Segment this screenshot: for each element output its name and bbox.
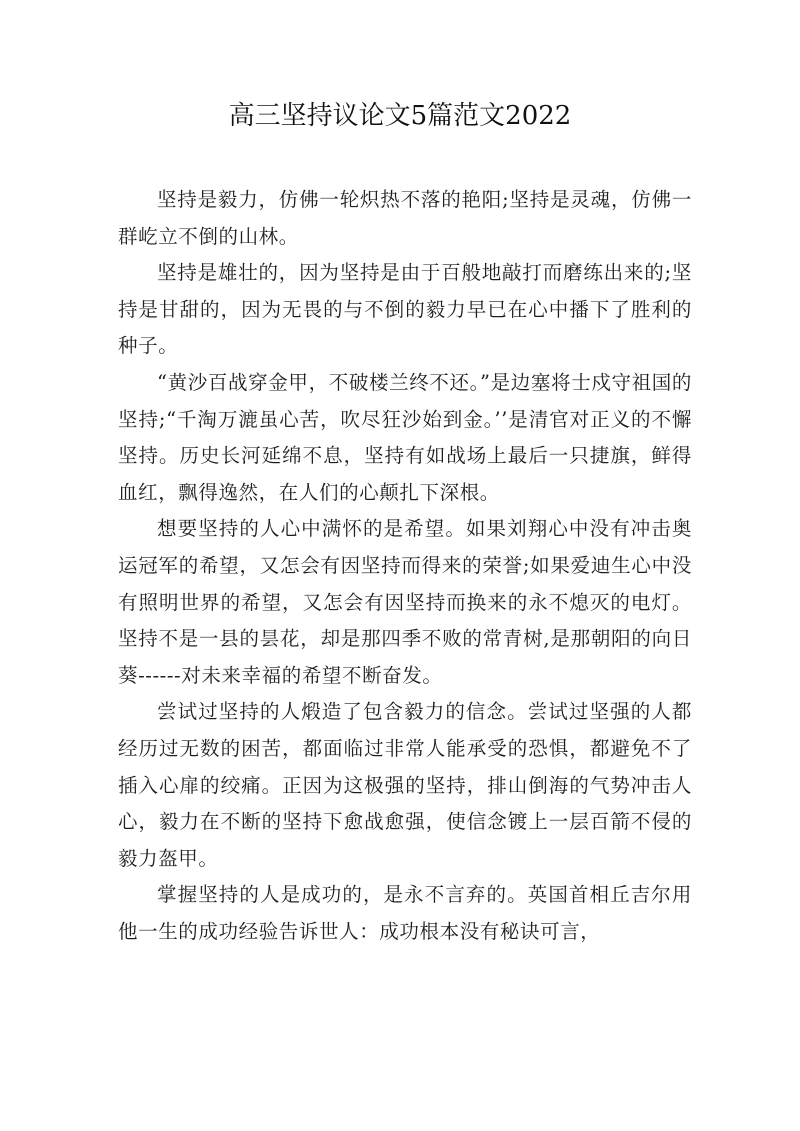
paragraph-1: 坚持是毅力，仿佛一轮炽热不落的艳阳;坚持是灵魂，仿佛一群屹立不倒的山林。 (118, 188, 692, 248)
paragraph-6: 掌握坚持的人是成功的，是永不言弃的。英国首相丘吉尔用他一生的成功经验告诉世人：成功根本没有秘诀可言， (118, 883, 692, 943)
paragraph-5: 尝试过坚持的人煅造了包含毅力的信念。尝试过坚强的人都经历过无数的困苦，都面临过非常人能承受的恐惧，都避免不了插入心扉的绞痛。正因为这极强的坚持，排山倒海的气势冲击人心，毅力在不断的坚持下愈战愈强，使信念镀上一层百箭不侵的毅力盔甲。 (118, 700, 692, 870)
paragraph-2: 坚持是雄壮的，因为坚持是由于百般地敲打而磨练出来的;坚持是甘甜的，因为无畏的与不倒的毅力早已在心中播下了胜利的种子。 (118, 261, 692, 358)
paragraph-3: “黄沙百战穿金甲，不破楼兰终不还。”是边塞将士戍守祖国的坚持;“千淘万漉虽心苦，吹尽狂沙始到金。’’是清官对正义的不懈坚持。历史长河延绵不息，坚持有如战场上最后一只捷旗，鲜得血红，飘得逸然，在人们的心颠扎下深根。 (118, 370, 692, 504)
document-body (118, 182, 692, 950)
paragraph-4: 想要坚持的人心中满怀的是希望。如果刘翔心中没有冲击奥运冠军的希望，又怎会有因坚持而得来的荣誉;如果爱迪生心中没有照明世界的希望，又怎会有因坚持而换来的永不熄灭的电灯。坚持不是一县的昙花，却是那四季不败的常青树,是那朝阳的向日葵------对未来幸福的希望不断奋发。 (118, 517, 692, 687)
document-title: 高三坚持议论文5篇范文2022 (228, 101, 572, 131)
